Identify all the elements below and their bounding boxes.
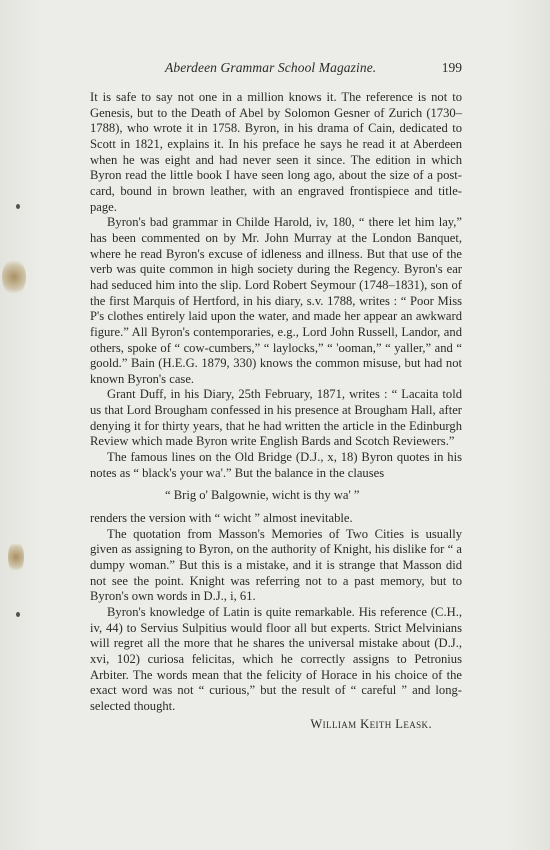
ink-dot: [16, 204, 20, 209]
running-header: [90, 60, 462, 80]
paragraph: It is safe to say not one in a million knows it. The reference is not to Genesis, but to the Death of Abel by Solomon Gesner of Zurich (1730–1788), who wrote it in 1758. Byron, in his drama of Cain, dedicated to Scott in 1821, explains it. In his preface he says he read it at Aberdeen when he was eight and had never seen it since. The edition in which Byron read the little book I have seen long ago, about the size of a post-card, bound in brown leather, with an engraved frontispiece and title-page.: [90, 90, 462, 214]
page-number: 199: [441, 60, 462, 75]
paragraph: Byron's knowledge of Latin is quite remarkable. His reference (C.H., iv, 44) to Servius Sulpitius would floor all but experts. Strict Melvinians will regret all the more that he shares the universal mistake about (D.J., xvi, 102) curiosa felicitas, which he correctly assigns to Petronius Arbiter. The words mean that the felicity of Horace in his choice of the exact word was not “ curious,” but the result of “ careful ” and long-selected thought.: [90, 605, 462, 713]
paragraph: Grant Duff, in his Diary, 25th February, 1871, writes : “ Lacaita told us that Lord Brougham confessed in his presence at Brougham Hall, after denying it for thirty years, that he had written the article in the Edinburgh Review which made Byron write English Bards and Scotch Reviewers.”: [90, 387, 462, 449]
running-title: Aberdeen Grammar School Magazine.: [165, 60, 377, 75]
stain-mark: [2, 258, 26, 296]
stain-mark: [8, 540, 24, 574]
paragraph: Byron's bad grammar in Childe Harold, iv, 180, “ there let him lay,” has been commented on by Mr. John Murray at the London Banquet, where he read Byron's excuse of idleness and illness. But that use of the verb was quite common in high society during the Regency. Byron's ear had seduced him into the slip. Lord Robert Seymour (1748–1831), son of the first Marquis of Hertford, in his diary, s.v. 1788, writes : “ Poor Miss P's clothes entirely laid upon the water, and made her appear an awkward figure.” All Byron's contemporaries, e.g., Lord John Russell, Landor, and others, spoke of “ cow-cumbers,” “ laylocks,” “ 'ooman,” “ yaller,” and “ goold.” Bain (H.E.G. 1879, 330) knows the common misuse, but had not known Byron's case.: [90, 215, 462, 386]
verse-quotation: “ Brig o' Balgownie, wicht is thy wa' ”: [165, 488, 360, 503]
article-body: [90, 90, 462, 732]
paragraph: The famous lines on the Old Bridge (D.J., x, 18) Byron quotes in his notes as “ black's your wa'.” But the balance in the clauses: [90, 450, 462, 480]
paragraph: renders the version with “ wicht ” almost inevitable.: [90, 511, 353, 526]
paragraph: The quotation from Masson's Memories of Two Cities is usually given as assigning to Byron, on the authority of Knight, his dislike for “ a dumpy woman.” But this is a mistake, and it is strange that Masson did not see the point. Knight was referring not to a past memory, but to Byron's own words in D.J., i, 61.: [90, 526, 462, 604]
author-signature: William Keith Leask.: [310, 716, 432, 731]
ink-dot: [16, 612, 20, 617]
